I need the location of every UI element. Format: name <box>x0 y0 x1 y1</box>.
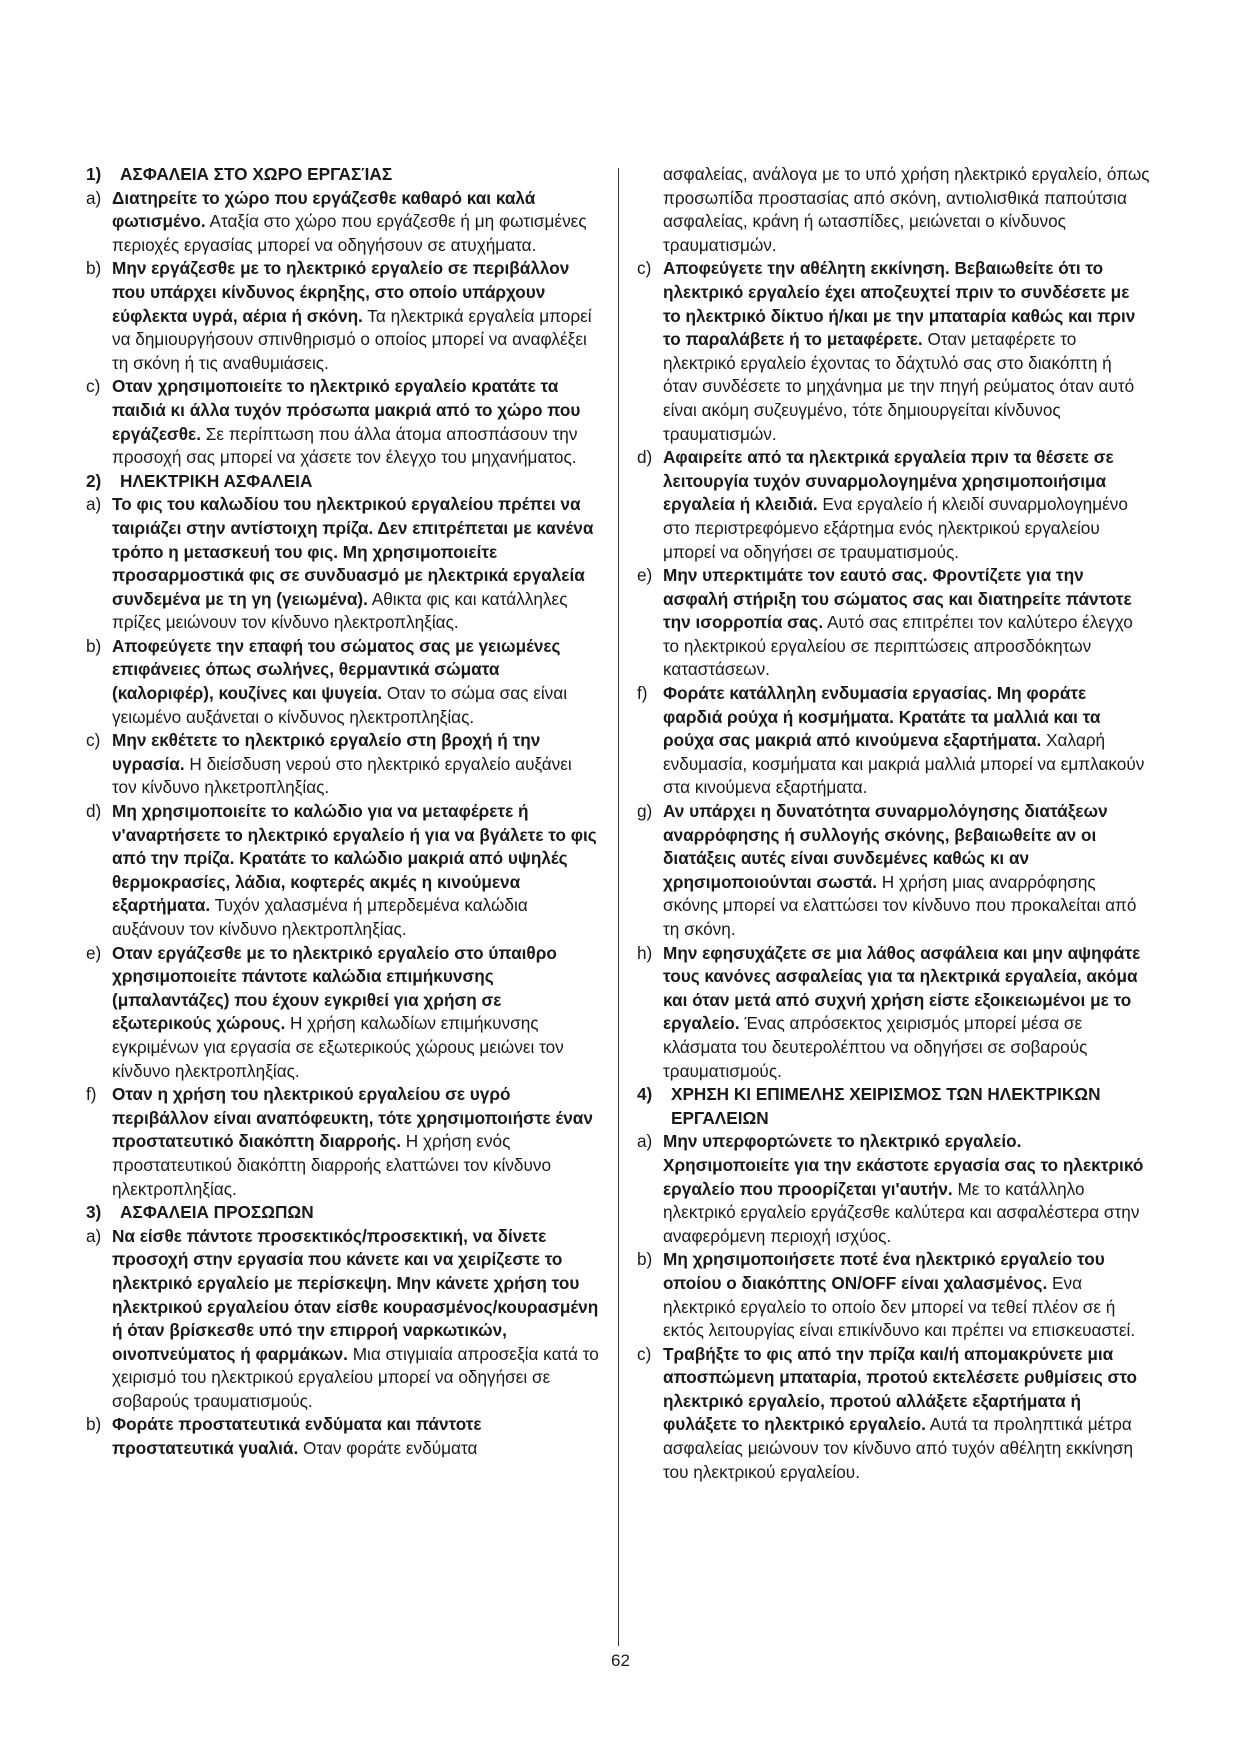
rule-explanation: Η χρήση καλωδίων επιμήκυνσης εγκριμένων για εργασία σε εξωτερικούς χώρους μειώνει τον κίνδυνο ηλεκτροπληξίας. <box>112 1013 564 1081</box>
item-label: b) <box>86 1414 102 1435</box>
section-heading <box>86 163 599 187</box>
rule-explanation: Σε περίπτωση που άλλα άτομα αποσπάσουν την προσοχή σας μπορεί να χάσετε τον έλεγχο του μηχανήματος. <box>112 423 578 468</box>
item-label: c) <box>86 376 101 397</box>
rule-explanation: Η χρήση ενός προστατευτικού διακόπτη διαρροής ελαττώνει τον κίνδυνο ηλεκτροπληξίας. <box>112 1131 552 1199</box>
rule-bold-text: Φοράτε προστατευτικά ενδύματα και πάντοτε προστατευτικά γυαλιά. <box>112 1414 482 1459</box>
item-label: b) <box>86 635 102 656</box>
item-label: h) <box>637 942 653 963</box>
item-label: f) <box>637 683 648 704</box>
rule-bold-text: Μην εφησυχάζετε σε μια λάθος ασφάλεια και μην αψηφάτε τους κανόνες ασφαλείας για τα ηλεκτρικά εργαλεία, ακόμα και όταν μετά από συχνή χρήση είστε εξοικειωμένοι με το εργαλείο. <box>663 942 1141 1034</box>
rule-explanation: Αθικτα φις και κατάλληλες πρίζες μειώνουν τον κίνδυνο ηλεκτροπληξίας. <box>112 588 568 633</box>
section-number: 4) <box>637 1084 653 1105</box>
rule-explanation: Τα ηλεκτρικά εργαλεία μπορεί να δημιουργήσουν σπινθηρισμό ο οποίος μπορεί να αναφλέξει τη σκόνη ή τις αναθυμιάσεις. <box>112 305 592 373</box>
rule-bold-text: Διατηρείτε το χώρο που εργάζεσθε καθαρό και καλά φωτισμένο. <box>112 187 536 232</box>
section-number: 3) <box>86 1202 102 1223</box>
rule-explanation: Οταν το σώμα σας είναι γειωμένο αυξάνεται ο κίνδυνος ηλεκτροπληξίας. <box>112 683 568 727</box>
section-title: ΗΛΕΚΤΡΙΚΗ ΑΣΦΑΛΕΙΑ <box>120 470 313 491</box>
item-label: a) <box>86 1225 102 1246</box>
rule-item <box>86 942 599 1084</box>
item-label: f) <box>86 1084 97 1105</box>
column-divider <box>618 168 619 1646</box>
rule-item <box>86 635 599 729</box>
rule-explanation: Χαλαρή ενδυμασία, κοσμήματα και μακριά μαλλιά μπορεί να εμπλακούν στα κινούμενα εξαρτήματα. <box>663 730 1145 798</box>
rule-explanation: Οταν φοράτε ενδύματα <box>298 1438 478 1459</box>
rule-bold-text: Αποφεύγετε την επαφή του σώματος σας με γειωμένες επιφάνειες όπως σωλήνες, θερμαντικά σώματα (καλοριφέρ), κουζίνες και ψυγεία. <box>112 635 561 704</box>
rule-explanation: Η διείσδυση νερού στο ηλεκτρικό εργαλείο αυξάνει τον κίνδυνο ηλκετροπληξίας. <box>112 753 572 798</box>
rule-bold-text: Φοράτε κατάλληλη ενδυμασία εργασίας. Μη φοράτε φαρδιά ρούχα ή κοσμήματα. Κρατάτε τα μαλλιά και τα ρούχα σας μακριά από κινούμενα εξαρτήματα. <box>663 683 1101 751</box>
item-label: d) <box>86 801 102 822</box>
rule-item <box>86 800 599 942</box>
section-number: 2) <box>86 470 102 491</box>
rule-item <box>637 1130 1150 1248</box>
rule-item <box>86 729 599 800</box>
rule-bold-text: Μην υπερκτιμάτε τον εαυτό σας. Φροντίζετε για την ασφαλή στήριξη του σώματος σας και διατηρείτε πάντοτε την ισορροπία σας. <box>663 565 1132 633</box>
rule-item <box>637 1248 1150 1342</box>
item-label: c) <box>637 1343 652 1364</box>
rule-item <box>637 257 1150 446</box>
rule-bold-text: Μην εργάζεσθε με το ηλεκτρικό εργαλείο σε περιβάλλον που υπάρχει κίνδυνος έκρηξης, στο οποίο υπάρχουν εύφλεκτα υγρά, αέρια ή σκόνη. <box>112 258 570 326</box>
section-title: ΑΣΦΑΛΕΙΑ ΠΡΟΣΩΠΩΝ <box>120 1202 314 1223</box>
rule-bold-text: Μην υπερφορτώνετε το ηλεκτρικό εργαλείο. Χρησιμοποιείτε για την εκάστοτε εργασία σας το ηλεκτρικό εργαλείο που προορίζεται γι'αυτήν. <box>663 1131 1144 1199</box>
rule-explanation: Η χρήση μιας αναρρόφησης σκόνης μπορεί να ελαττώσει τον κίνδυνο που προκαλείται από τη σκόνη. <box>663 871 1137 939</box>
rule-bold-text: Αν υπάρχει η δυνατότητα συναρμολόγησης διατάξεων αναρρόφησης ή συλλογής σκόνης, βεβαιωθείτε αν οι διατάξεις αυτές είναι συνδεμένες καθώς κι αν χρησιμοποιούνται σωστά. <box>663 801 1108 892</box>
item-label: c) <box>637 258 652 279</box>
rule-item <box>637 1343 1150 1485</box>
item-label: d) <box>637 447 653 468</box>
rule-item <box>637 942 1150 1084</box>
rule-item <box>86 257 599 375</box>
item-label: a) <box>86 494 102 515</box>
rule-bold-text: Μη χρησιμοποιήσετε ποτέ ένα ηλεκτρικό εργαλείο του οποίου ο διακόπτης ON/OFF είναι χαλασμένος. <box>663 1249 1105 1293</box>
rule-explanation: Τυχόν χαλασμένα ή μπερδεμένα καλώδια αυξάνουν τον κίνδυνο ηλεκτροπληξίας. <box>112 895 528 939</box>
rule-bold-text: Μη χρησιμοποιείτε το καλώδιο για να μεταφέρετε ή ν'αναρτήσετε το ηλεκτρικό εργαλείο ή για να βγάλετε το φις από την πρίζα. Κρατάτε το καλώδιο μακριά από υψηλές θερμοκρασίες, λάδια, κοφτερές ακμές η κινούμενα εξαρτήματα. <box>112 801 597 916</box>
rule-explanation: Μια στιγμιαία απροσεξία κατά το χειρισμό του ηλεκτρικού εργαλείου μπορεί να οδηγήσει σε σοβαρούς τραυματισμούς. <box>112 1343 599 1411</box>
item-label: b) <box>637 1249 653 1270</box>
item-label: a) <box>86 187 102 208</box>
rule-explanation: Οταν μεταφέρετε το ηλεκτρικό εργαλείο έχοντας το δάχτυλό σας στο διακόπτη ή όταν συνδέσετε το μηχάνημα με την πηγή ρεύματος όταν αυτό είναι ακόμη συζευγμένο, τότε δημιουργείται κίνδυνος τραυματισμών. <box>663 329 1135 444</box>
section-heading <box>637 1083 1150 1130</box>
section-number: 1) <box>86 164 102 184</box>
item-label: b) <box>86 258 102 279</box>
rule-explanation: Με το κατάλληλο ηλεκτρικό εργαλείο εργάζεσθε καλύτερα και ασφαλέστερα στην αναφερόμενη περιοχή ισχύος. <box>663 1178 1140 1246</box>
rule-item <box>86 1083 599 1201</box>
continued-text: ασφαλείας, ανάλογα με το υπό χρήση ηλεκτρικό εργαλείο, όπως προσωπίδα προστασίας από σκόνη, αντιολισθικά παπούτσια ασφαλείας, κράνη ή ωτασπίδες, μειώνεται ο κίνδυνος τραυματισμών. <box>663 164 1150 255</box>
item-label: e) <box>86 942 102 963</box>
rule-item <box>637 446 1150 564</box>
left-column <box>86 163 599 1461</box>
rule-bold-text: Αποφεύγετε την αθέλητη εκκίνηση. Βεβαιωθείτε ότι το ηλεκτρικό εργαλείο έχει αποζευχτεί πριν το συνδέσετε με το ηλεκτρικό δίκτυο ή/και με την μπαταρία καθώς και πριν το παραλάβετε ή το μεταφέρετε. <box>663 258 1136 350</box>
rule-item <box>86 375 599 469</box>
rule-explanation: Αυτό σας επιτρέπει τον καλύτερο έλεγχο το ηλεκτρικού εργαλείου σε περιπτώσεις απροσδόκητων καταστάσεων. <box>663 612 1133 680</box>
rule-explanation: Ενα εργαλείο ή κλειδί συναρμολογημένο στο περιστρεφόμενο εξάρτημα ενός ηλεκτρικού εργαλείου μπορεί να οδηγήσει σε τραυματισμούς. <box>663 494 1128 562</box>
item-label: c) <box>86 730 101 751</box>
rule-bold-text: Μην εκθέτετε το ηλεκτρικό εργαλείο στη βροχή ή την υγρασία. <box>112 730 541 774</box>
rule-bold-text: Οταν εργάζεσθε με το ηλεκτρικό εργαλείο στο ύπαιθρο χρησιμοποιείτε πάντοτε καλώδια επιμήκυνσης (μπαλαντάζες) που έχουν εγκριθεί για χρήση σε εξωτερικούς χώρους. <box>112 942 557 1034</box>
rule-explanation: Ένας απρόσεκτος χειρισμός μπορεί μέσα σε κλάσματα του δευτερολέπτου να οδηγήσει σε σοβαρούς τραυματισμούς. <box>663 1013 1088 1081</box>
section-title: ΧΡΗΣΗ ΚΙ ΕΠΙΜΕΛΗΣ ΧΕΙΡΙΣΜΟΣ ΤΩΝ ΗΛΕΚΤΡΙΚΩΝ ΕΡΓΑΛΕΙΩΝ <box>671 1084 1101 1128</box>
rule-item <box>86 187 599 258</box>
item-label: a) <box>637 1131 653 1152</box>
rule-item <box>86 1225 599 1414</box>
rule-bold-text: Τραβήξτε το φις από την πρίζα και/ή απομακρύνετε μια αποσπώμενη μπαταρία, προτού εκτελέσετε ρυθμίσεις στο ηλεκτρικό εργαλείο, προτού αλλάξετε εξαρτήματα ή φυλάξετε το ηλεκτρικό εργαλείο. <box>663 1343 1138 1435</box>
section-heading <box>86 1201 599 1225</box>
rule-item <box>637 800 1150 942</box>
rule-item <box>637 564 1150 682</box>
rule-explanation: Αταξία στο χώρο που εργάζεσθε ή μη φωτισμένες περιοχές εργασίας μπορεί να οδηγήσουν σε ατυχήματα. <box>112 211 587 255</box>
rule-explanation: Ενα ηλεκτρικό εργαλείο το οποίο δεν μπορεί να τεθεί πλέον σε ή εκτός λειτουργίας είναι επικίνδυνο και πρέπει να επισκευαστεί. <box>663 1272 1136 1341</box>
rule-bold-text: Οταν η χρήση του ηλεκτρικού εργαλείου σε υγρό περιβάλλον είναι αναπόφευκτη, τότε χρησιμοποιήστε έναν προστατευτικό διακόπτη διαρροής. <box>112 1084 593 1152</box>
rule-bold-text: Να είσθε πάντοτε προσεκτικός/προσεκτική, να δίνετε προσοχή στην εργασία που κάνετε και να χειρίζεστε το ηλεκτρικό εργαλείο με περίσκεψη. Μην κάνετε χρήση του ηλεκτρικού εργαλείου όταν είσθε κουρασμένος/κουρασμένη ή όταν βρίσκεσθε υπό την επιρροή ναρκωτικών, οινοπνεύματος ή φαρμάκων. <box>112 1225 599 1364</box>
rule-explanation: Αυτά τα προληπτικά μέτρα ασφαλείας μειώνουν τον κίνδυνο από τυχόν αθέλητη εκκίνηση του ηλεκτρικού εργαλείου. <box>663 1414 1134 1482</box>
right-column <box>637 163 1150 1484</box>
section-title: ΑΣΦΑΛΕΙΑ ΣΤΟ ΧΩΡΟ ΕΡΓΑΣΊΑΣ <box>120 164 393 184</box>
rule-bold-text: Αφαιρείτε από τα ηλεκτρικά εργαλεία πριν τα θέσετε σε λειτουργία τυχόν συναρμολογημένα χρησιμοποιήσιμα εργαλεία ή κλειδιά. <box>663 447 1114 515</box>
item-label: e) <box>637 565 653 586</box>
rule-item <box>86 493 599 635</box>
rule-item <box>637 682 1150 800</box>
item-label: g) <box>637 801 653 822</box>
rule-bold-text: Το φις του καλωδίου του ηλεκτρικού εργαλείου πρέπει να ταιριάζει στην αντίστοιχη πρίζα. Δεν επιτρέπεται με κανένα τρόπο η μετασκευή του φις. Μη χρησιμοποιείτε προσαρμοστικά φις σε συνδυασμό με ηλεκτρικά εργαλεία συνδεμένα με τη γη (γειωμένα). <box>112 494 594 609</box>
rule-item <box>86 1413 599 1460</box>
rule-bold-text: Οταν χρησιμοποιείτε το ηλεκτρικό εργαλείο κρατάτε τα παιδιά κι άλλα τυχόν πρόσωπα μακριά από το χώρο που εργάζεσθε. <box>112 376 581 444</box>
section-heading <box>86 470 599 494</box>
page-number: 62 <box>611 1651 630 1670</box>
